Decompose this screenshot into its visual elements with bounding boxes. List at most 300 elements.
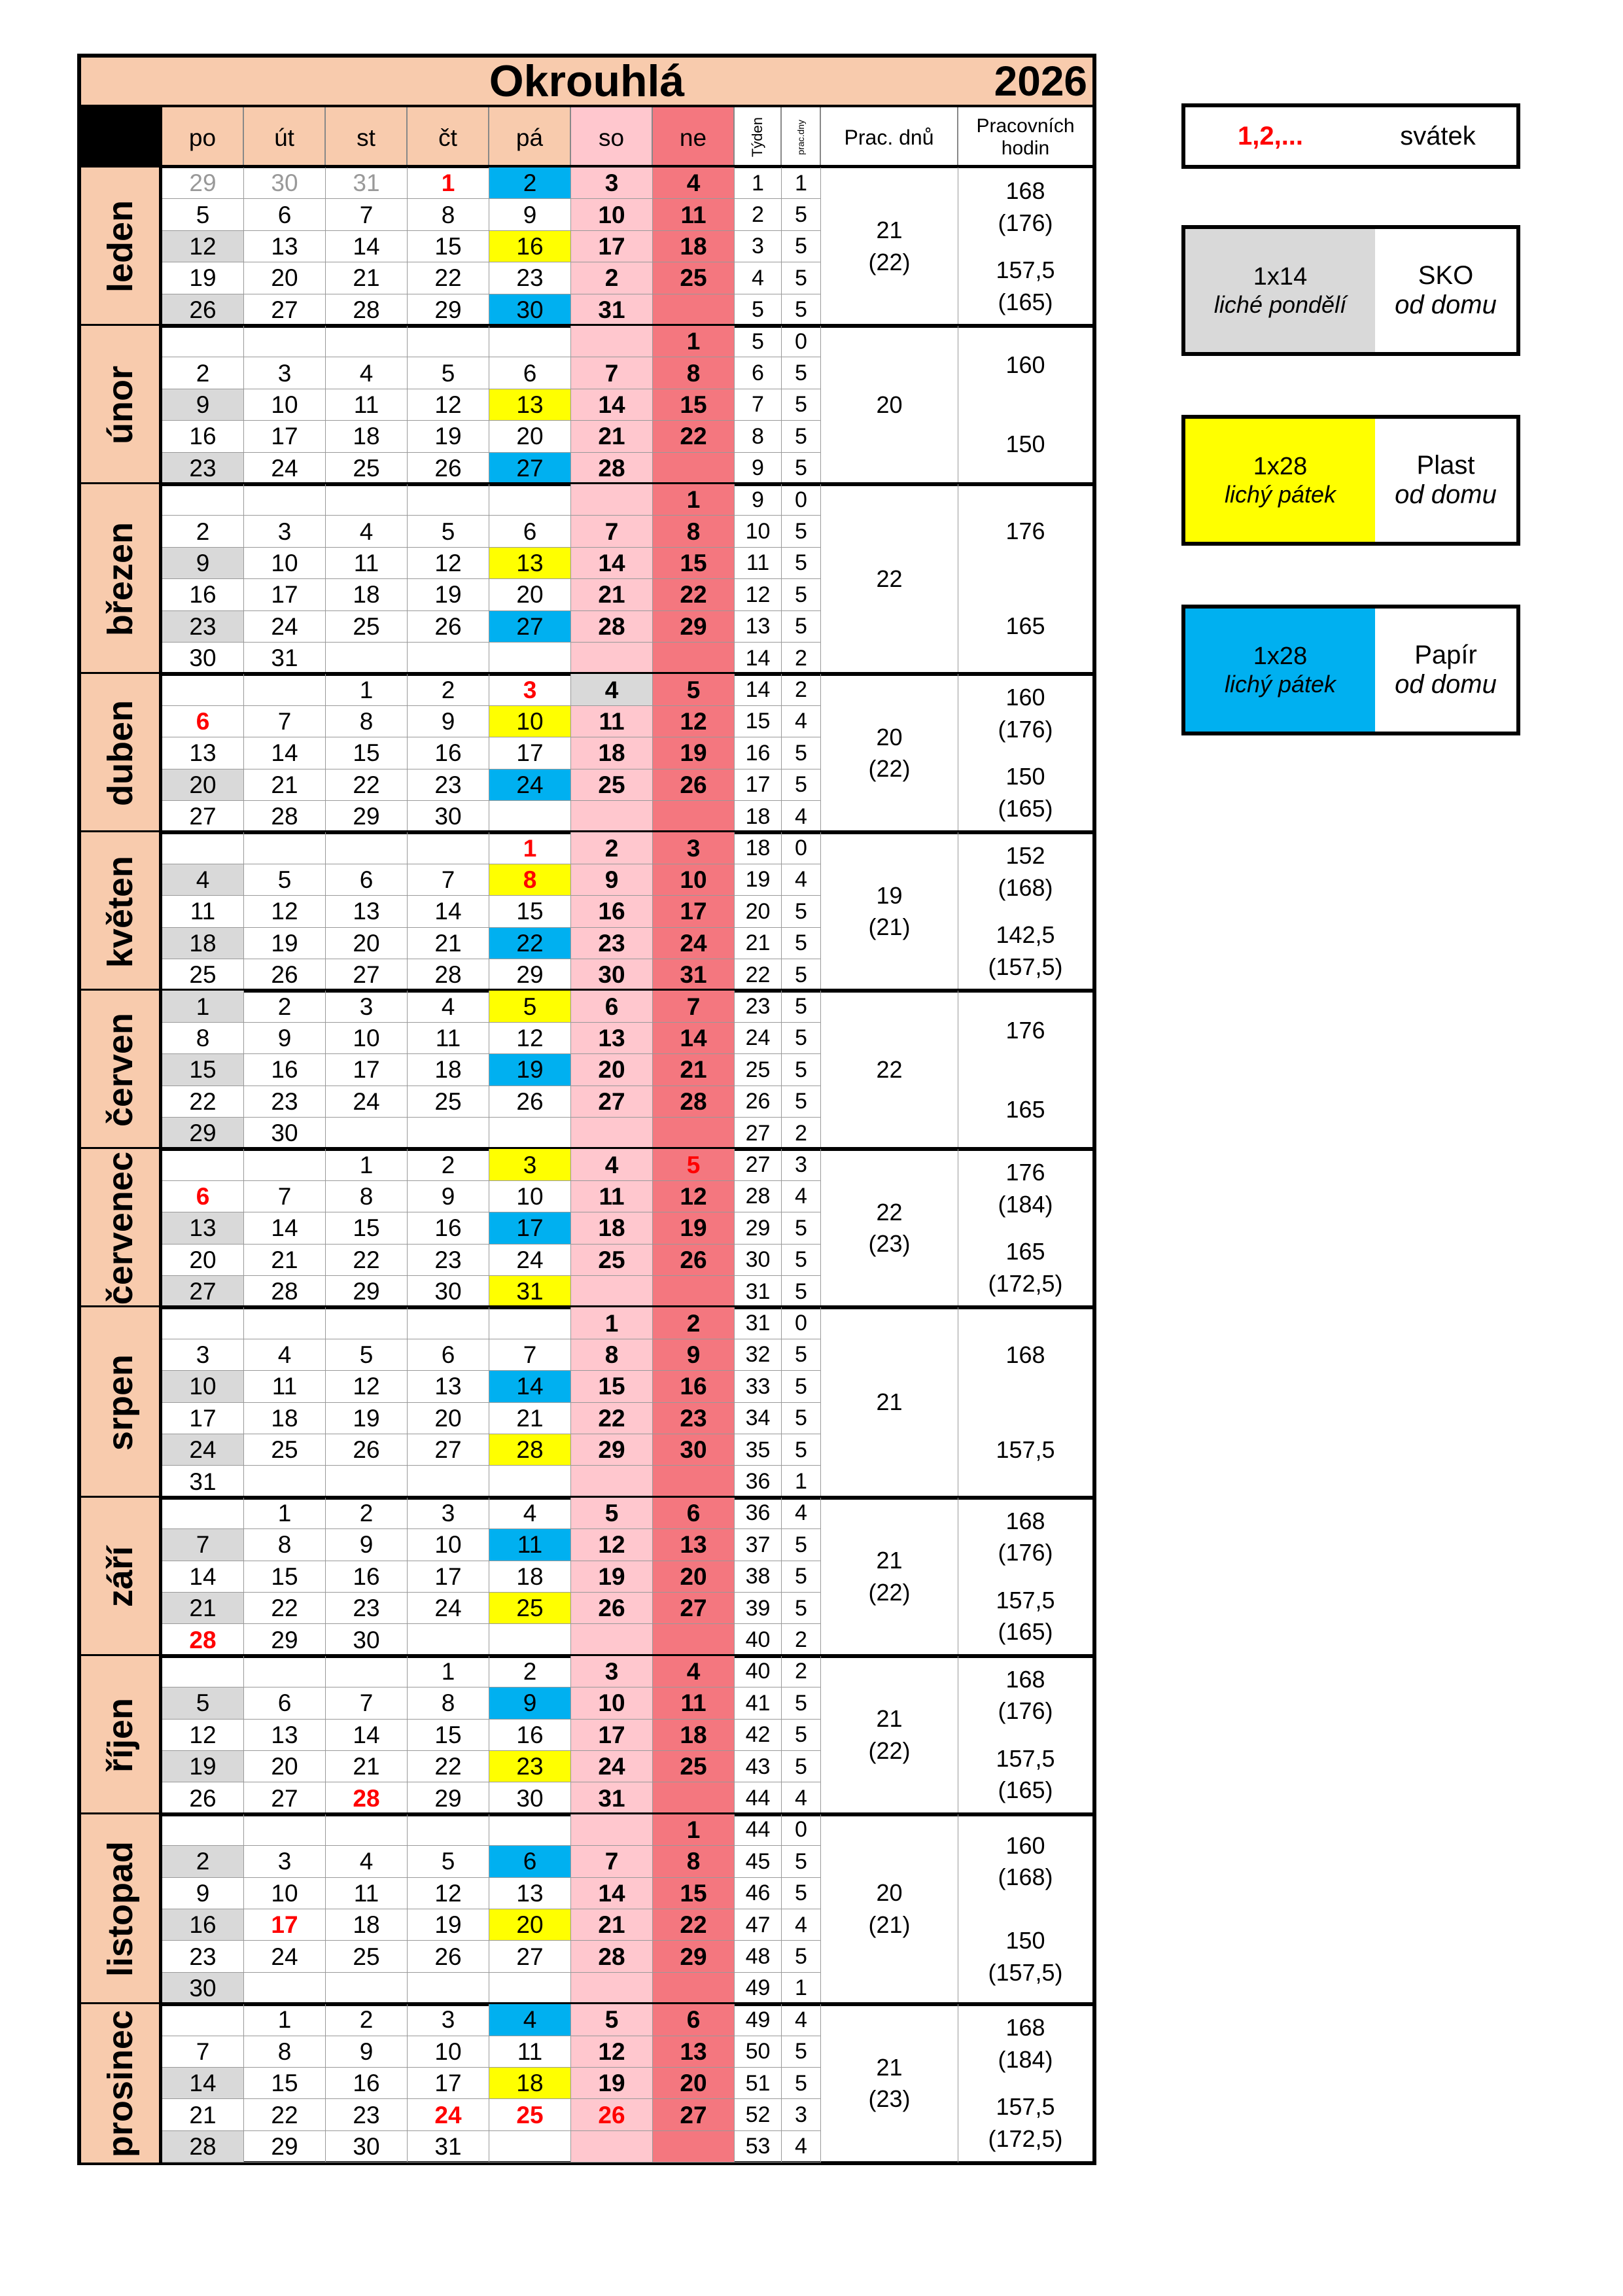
- day-cell: 27: [489, 453, 571, 484]
- legend-holiday-label-box: [1359, 107, 1516, 165]
- day-cell: [326, 1814, 408, 1846]
- day-cell: 16: [408, 1212, 489, 1244]
- day-cell: 6: [408, 1339, 489, 1371]
- day-cell: 5: [653, 1149, 735, 1180]
- day-cell: 8: [653, 357, 735, 389]
- day-cell: 5: [244, 864, 326, 896]
- day-cell: 7: [571, 1846, 653, 1877]
- week-workdays: 0: [782, 1307, 821, 1339]
- day-cell: 22: [244, 1593, 326, 1624]
- day-cell: 21: [244, 1245, 326, 1276]
- day-cell: 23: [326, 1593, 408, 1624]
- week-number: 34: [735, 1403, 782, 1434]
- day-cell: [489, 801, 571, 832]
- day-cell: [653, 1973, 735, 2004]
- day-cell: [489, 1814, 571, 1846]
- week-workdays: 5: [782, 389, 821, 421]
- day-cell: 22: [653, 579, 735, 610]
- day-cell: 6: [489, 1846, 571, 1877]
- header-day-st: st: [326, 107, 408, 168]
- month-name: prosinec: [100, 2009, 140, 2157]
- day-cell: 14: [326, 231, 408, 262]
- day-cell: 29: [408, 1782, 489, 1814]
- week-workdays: 3: [782, 1149, 821, 1180]
- day-cell: 18: [326, 1909, 408, 1941]
- day-cell: 17: [244, 1909, 326, 1941]
- header-corner: [81, 107, 162, 168]
- day-cell: 12: [326, 1371, 408, 1402]
- day-cell: 1: [408, 1656, 489, 1687]
- week-number: 3: [735, 231, 782, 262]
- day-cell: [571, 1118, 653, 1149]
- day-cell: 3: [571, 168, 653, 199]
- day-cell: 22: [408, 1751, 489, 1782]
- day-cell: 27: [653, 1593, 735, 1624]
- month-hours-full: 168 (176): [998, 177, 1053, 236]
- day-cell: 17: [244, 579, 326, 610]
- week-number: 44: [735, 1814, 782, 1846]
- week-number: 7: [735, 389, 782, 421]
- day-cell: 18: [653, 231, 735, 262]
- day-cell: [162, 484, 244, 516]
- legend-sko: [1181, 225, 1520, 356]
- day-cell: 2: [162, 1846, 244, 1877]
- day-cell: 1: [653, 1814, 735, 1846]
- day-cell: 7: [162, 1529, 244, 1561]
- day-cell: 23: [244, 1086, 326, 1118]
- month-hours-reduced: 165: [1005, 1095, 1045, 1123]
- week-workdays: 5: [782, 1720, 821, 1751]
- day-cell: [489, 2131, 571, 2163]
- month-label-září: [81, 1498, 162, 1656]
- day-cell: 7: [489, 1339, 571, 1371]
- day-cell: 15: [653, 389, 735, 421]
- legend-sko-frequency: 1x14: [1253, 262, 1308, 291]
- calendar-table: [77, 54, 1096, 2165]
- day-cell: 10: [244, 1878, 326, 1909]
- legend-plast-frequency: 1x28: [1253, 452, 1308, 480]
- day-cell: 1: [244, 2004, 326, 2036]
- day-cell: 26: [244, 959, 326, 991]
- day-cell: 24: [244, 611, 326, 643]
- day-cell: 18: [571, 1212, 653, 1244]
- day-cell: 10: [408, 2036, 489, 2068]
- header-workdays-small-label: prac.dny: [795, 120, 806, 155]
- day-cell: [571, 1276, 653, 1307]
- day-cell: 4: [653, 1656, 735, 1687]
- day-cell: [489, 1118, 571, 1149]
- day-cell: 15: [653, 548, 735, 579]
- day-cell: [408, 326, 489, 357]
- day-cell: 4: [244, 1339, 326, 1371]
- week-number: 6: [735, 357, 782, 389]
- day-cell: 3: [653, 832, 735, 864]
- week-workdays: 5: [782, 1339, 821, 1371]
- week-number: 37: [735, 1529, 782, 1561]
- day-cell: [489, 1973, 571, 2004]
- day-cell: 20: [653, 2068, 735, 2099]
- day-cell: 21: [571, 1909, 653, 1941]
- week-number: 36: [735, 1498, 782, 1529]
- week-number: 26: [735, 1086, 782, 1118]
- day-cell: [408, 1814, 489, 1846]
- day-cell: [571, 1624, 653, 1655]
- week-workdays: 5: [782, 1687, 821, 1719]
- legend-plast-sample: [1185, 419, 1375, 542]
- month-hours-reduced: 150 (157,5): [988, 1927, 1063, 1986]
- day-cell: 20: [489, 1909, 571, 1941]
- day-cell: 16: [571, 896, 653, 927]
- month-hours-full: 168 (184): [998, 2014, 1053, 2073]
- day-cell: 13: [571, 1023, 653, 1054]
- day-cell: 20: [326, 928, 408, 959]
- month-name: listopad: [100, 1841, 140, 1977]
- month-work-days: 22 (23): [821, 1149, 958, 1307]
- day-cell: [489, 643, 571, 674]
- day-cell: 18: [653, 1720, 735, 1751]
- day-cell: [326, 1973, 408, 2004]
- week-number: 11: [735, 548, 782, 579]
- day-cell: 30: [326, 1624, 408, 1655]
- day-cell: 19: [244, 928, 326, 959]
- day-cell: 29: [162, 1118, 244, 1149]
- month-name: leden: [100, 200, 140, 293]
- week-number: 31: [735, 1276, 782, 1307]
- day-cell: 26: [408, 453, 489, 484]
- day-cell: 24: [571, 1751, 653, 1782]
- day-cell: 10: [244, 389, 326, 421]
- week-number: 10: [735, 516, 782, 547]
- day-cell: [408, 1307, 489, 1339]
- day-cell: 3: [489, 1149, 571, 1180]
- day-cell: 6: [653, 2004, 735, 2036]
- day-cell: 27: [489, 1941, 571, 1972]
- day-cell: 12: [571, 1529, 653, 1561]
- day-cell: 27: [244, 294, 326, 326]
- legend-plast-label-box: [1375, 419, 1516, 542]
- day-cell: 26: [326, 1434, 408, 1466]
- week-number: 1: [735, 168, 782, 199]
- day-cell: 26: [408, 1941, 489, 1972]
- day-cell: 8: [162, 1023, 244, 1054]
- day-cell: 15: [408, 1720, 489, 1751]
- day-cell: [326, 326, 408, 357]
- week-number: 16: [735, 737, 782, 769]
- week-workdays: 5: [782, 1212, 821, 1244]
- day-cell: 16: [162, 1909, 244, 1941]
- day-cell: 20: [489, 421, 571, 452]
- header-week-label: Týden: [749, 117, 765, 158]
- day-cell: 7: [653, 991, 735, 1022]
- day-cell: 30: [244, 168, 326, 199]
- day-cell: 22: [162, 1086, 244, 1118]
- week-number: 29: [735, 1212, 782, 1244]
- day-cell: 11: [326, 389, 408, 421]
- month-work-days: 20 (22): [821, 674, 958, 832]
- day-cell: 16: [408, 737, 489, 769]
- week-number: 46: [735, 1878, 782, 1909]
- day-cell: [571, 1466, 653, 1497]
- day-cell: 4: [653, 168, 735, 199]
- month-hours-reduced: 165: [1005, 612, 1045, 640]
- day-cell: 25: [571, 769, 653, 801]
- day-cell: [571, 1973, 653, 2004]
- week-workdays: 3: [782, 2099, 821, 2130]
- week-number: 4: [735, 262, 782, 294]
- day-cell: 5: [408, 1846, 489, 1877]
- week-number: 30: [735, 1245, 782, 1276]
- header-week: [735, 107, 782, 168]
- day-cell: [244, 1973, 326, 2004]
- day-cell: 23: [489, 1751, 571, 1782]
- day-cell: 6: [326, 864, 408, 896]
- day-cell: 14: [244, 1212, 326, 1244]
- header-day-čt: čt: [408, 107, 489, 168]
- day-cell: 14: [489, 1371, 571, 1402]
- day-cell: 1: [244, 1498, 326, 1529]
- week-number: 13: [735, 611, 782, 643]
- day-cell: 21: [326, 1751, 408, 1782]
- day-cell: 26: [162, 1782, 244, 1814]
- day-cell: 5: [326, 1339, 408, 1371]
- day-cell: 8: [489, 864, 571, 896]
- month-work-days: 21 (23): [821, 2004, 958, 2163]
- day-cell: [489, 1466, 571, 1497]
- month-hours-full: 176: [1005, 1016, 1045, 1044]
- day-cell: 10: [489, 1181, 571, 1212]
- day-cell: 31: [571, 1782, 653, 1814]
- day-cell: 26: [571, 1593, 653, 1624]
- legend-papir: [1181, 605, 1520, 735]
- month-hours-reduced: 157,5 (172,5): [988, 2093, 1063, 2152]
- day-cell: 7: [326, 1687, 408, 1719]
- week-workdays: 5: [782, 421, 821, 452]
- day-cell: 29: [571, 1434, 653, 1466]
- day-cell: 11: [162, 896, 244, 927]
- day-cell: 28: [408, 959, 489, 991]
- day-cell: 26: [653, 769, 735, 801]
- week-workdays: 0: [782, 832, 821, 864]
- day-cell: [571, 1814, 653, 1846]
- day-cell: 15: [326, 1212, 408, 1244]
- day-cell: [244, 326, 326, 357]
- day-cell: 28: [244, 801, 326, 832]
- day-cell: 2: [571, 832, 653, 864]
- month-hours-reduced: 157,5 (165): [996, 1586, 1055, 1646]
- day-cell: 27: [326, 959, 408, 991]
- day-cell: 10: [489, 706, 571, 737]
- day-cell: 9: [489, 1687, 571, 1719]
- month-name: duben: [100, 700, 140, 807]
- day-cell: 13: [489, 389, 571, 421]
- week-workdays: 4: [782, 2004, 821, 2036]
- week-number: 41: [735, 1687, 782, 1719]
- week-number: 49: [735, 1973, 782, 2004]
- day-cell: [408, 832, 489, 864]
- day-cell: 25: [408, 1086, 489, 1118]
- month-label-červenec: [81, 1149, 162, 1307]
- day-cell: 10: [244, 548, 326, 579]
- day-cell: 10: [571, 1687, 653, 1719]
- day-cell: 24: [408, 2099, 489, 2130]
- month-work-days: 21 (22): [821, 168, 958, 326]
- day-cell: [162, 1307, 244, 1339]
- day-cell: 26: [653, 1245, 735, 1276]
- day-cell: 28: [571, 611, 653, 643]
- day-cell: 24: [489, 1245, 571, 1276]
- day-cell: 28: [571, 1941, 653, 1972]
- day-cell: [653, 1466, 735, 1497]
- day-cell: 27: [162, 801, 244, 832]
- week-workdays: 5: [782, 1023, 821, 1054]
- day-cell: [408, 1466, 489, 1497]
- day-cell: 11: [571, 1181, 653, 1212]
- day-cell: 28: [326, 1782, 408, 1814]
- year-label: 2026: [994, 58, 1087, 105]
- day-cell: 12: [408, 1878, 489, 1909]
- week-workdays: 5: [782, 928, 821, 959]
- day-cell: 13: [244, 1720, 326, 1751]
- month-name: srpen: [100, 1354, 140, 1451]
- day-cell: [162, 326, 244, 357]
- week-workdays: 5: [782, 453, 821, 484]
- month-hours-reduced: 150 (165): [998, 763, 1053, 822]
- week-workdays: 2: [782, 1118, 821, 1149]
- week-number: 43: [735, 1751, 782, 1782]
- day-cell: [653, 1782, 735, 1814]
- day-cell: 13: [408, 1371, 489, 1402]
- day-cell: 22: [653, 1909, 735, 1941]
- day-cell: 20: [408, 1403, 489, 1434]
- day-cell: 1: [489, 832, 571, 864]
- day-cell: 26: [489, 1086, 571, 1118]
- day-cell: [326, 1307, 408, 1339]
- day-cell: 11: [653, 1687, 735, 1719]
- day-cell: 22: [489, 928, 571, 959]
- day-cell: 8: [653, 516, 735, 547]
- day-cell: [162, 2004, 244, 2036]
- day-cell: 30: [653, 1434, 735, 1466]
- day-cell: 4: [571, 1149, 653, 1180]
- day-cell: 20: [489, 579, 571, 610]
- day-cell: 18: [244, 1403, 326, 1434]
- day-cell: 16: [244, 1054, 326, 1086]
- month-hours-full: 168 (176): [998, 1507, 1053, 1566]
- day-cell: 12: [162, 1720, 244, 1751]
- week-workdays: 5: [782, 1086, 821, 1118]
- legend-plast-day: lichý pátek: [1224, 480, 1336, 508]
- day-cell: 29: [162, 168, 244, 199]
- legend-sko-sample: [1185, 229, 1375, 352]
- day-cell: [653, 1624, 735, 1655]
- day-cell: 13: [162, 1212, 244, 1244]
- week-workdays: 4: [782, 864, 821, 896]
- day-cell: 12: [653, 706, 735, 737]
- day-cell: [408, 1118, 489, 1149]
- day-cell: 1: [653, 484, 735, 516]
- day-cell: 2: [489, 1656, 571, 1687]
- legend-plast-type: Plast: [1416, 451, 1475, 480]
- day-cell: 2: [653, 1307, 735, 1339]
- legend-holiday-label: svátek: [1400, 121, 1476, 150]
- month-hours-reduced: 157,5: [996, 1436, 1055, 1463]
- day-cell: 18: [162, 928, 244, 959]
- header-day-po: po: [162, 107, 244, 168]
- day-cell: 21: [408, 928, 489, 959]
- day-cell: 27: [162, 1276, 244, 1307]
- day-cell: 5: [162, 199, 244, 230]
- day-cell: 4: [162, 864, 244, 896]
- week-number: 5: [735, 326, 782, 357]
- month-name: říjen: [100, 1697, 140, 1773]
- week-workdays: 2: [782, 643, 821, 674]
- day-cell: 23: [489, 262, 571, 294]
- day-cell: 9: [326, 2036, 408, 2068]
- day-cell: 3: [571, 1656, 653, 1687]
- day-cell: [408, 1973, 489, 2004]
- week-number: 18: [735, 832, 782, 864]
- day-cell: 14: [571, 389, 653, 421]
- week-number: 53: [735, 2131, 782, 2163]
- day-cell: 19: [326, 1403, 408, 1434]
- day-cell: 2: [571, 262, 653, 294]
- month-hours-reduced: 165 (172,5): [988, 1238, 1063, 1297]
- day-cell: 6: [489, 357, 571, 389]
- day-cell: 17: [489, 1212, 571, 1244]
- month-hours-full: 160 (168): [998, 1831, 1053, 1891]
- day-cell: 19: [571, 2068, 653, 2099]
- week-workdays: 5: [782, 1245, 821, 1276]
- day-cell: [653, 801, 735, 832]
- day-cell: 30: [408, 801, 489, 832]
- day-cell: 9: [162, 389, 244, 421]
- week-number: 19: [735, 864, 782, 896]
- day-cell: 12: [653, 1181, 735, 1212]
- day-cell: 1: [571, 1307, 653, 1339]
- legend-plast-method: od domu: [1395, 480, 1497, 509]
- day-cell: 24: [326, 1086, 408, 1118]
- month-work-days: 21 (22): [821, 1656, 958, 1814]
- header-day-so: so: [571, 107, 653, 168]
- day-cell: [653, 1118, 735, 1149]
- day-cell: 27: [653, 2099, 735, 2130]
- week-workdays: 5: [782, 611, 821, 643]
- month-work-days: 22: [821, 991, 958, 1149]
- day-cell: [326, 1656, 408, 1687]
- day-cell: 18: [408, 1054, 489, 1086]
- day-cell: 20: [162, 1245, 244, 1276]
- day-cell: [244, 832, 326, 864]
- day-cell: 16: [489, 1720, 571, 1751]
- day-cell: 28: [489, 1434, 571, 1466]
- legend-holiday: [1181, 103, 1520, 169]
- day-cell: 30: [244, 1118, 326, 1149]
- week-workdays: 5: [782, 294, 821, 326]
- day-cell: 25: [653, 262, 735, 294]
- day-cell: 2: [489, 168, 571, 199]
- day-cell: 15: [653, 1878, 735, 1909]
- week-number: 40: [735, 1624, 782, 1655]
- day-cell: 5: [489, 991, 571, 1022]
- day-cell: 14: [326, 1720, 408, 1751]
- month-label-únor: [81, 326, 162, 484]
- day-cell: 25: [489, 2099, 571, 2130]
- week-number: 31: [735, 1307, 782, 1339]
- week-workdays: 5: [782, 1403, 821, 1434]
- day-cell: 29: [244, 2131, 326, 2163]
- day-cell: 5: [653, 674, 735, 705]
- day-cell: [244, 1656, 326, 1687]
